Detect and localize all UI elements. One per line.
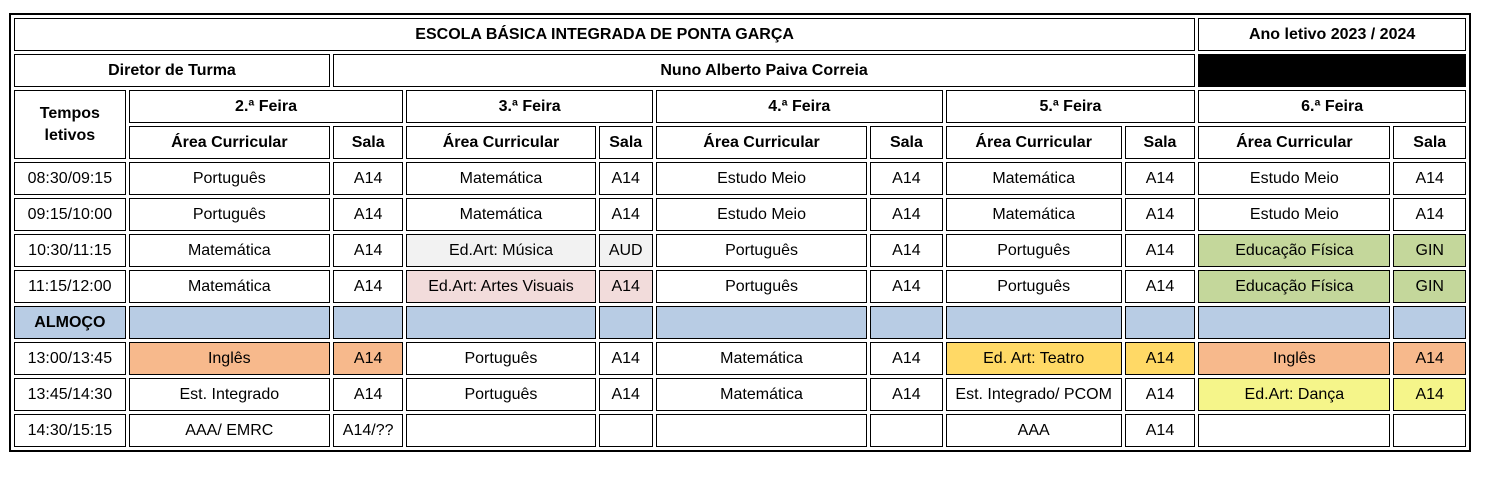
lunch-cell [1198,306,1390,339]
room-cell: A14 [333,378,403,411]
subject-cell: AAA [946,414,1122,447]
time-slot: 11:15/12:00 [14,270,126,303]
lunch-cell [129,306,330,339]
day-header: 5.ª Feira [946,90,1196,123]
schedule-row [14,234,1466,267]
room-cell: A14 [1393,198,1466,231]
sala-header: Sala [333,126,403,159]
subject-cell: Estudo Meio [656,198,867,231]
director-row [14,54,1466,87]
day-header-row [14,90,1466,123]
room-cell [599,414,653,447]
school-name: ESCOLA BÁSICA INTEGRADA DE PONTA GARÇA [14,18,1195,51]
subject-cell: Ed.Art: Dança [1198,378,1390,411]
sala-header: Sala [870,126,942,159]
subject-cell: Inglês [129,342,330,375]
room-cell: GIN [1393,270,1466,303]
room-cell: A14 [1125,414,1196,447]
schedule-row [14,378,1466,411]
subject-cell: Estudo Meio [656,162,867,195]
lunch-label: ALMOÇO [14,306,126,339]
room-cell: A14 [333,342,403,375]
room-cell: A14 [870,342,942,375]
subject-cell: Português [946,234,1122,267]
subject-cell: Português [129,162,330,195]
room-cell: A14 [870,198,942,231]
subject-cell: Português [406,378,595,411]
area-header: Área Curricular [406,126,595,159]
lunch-cell [599,306,653,339]
area-header: Área Curricular [1198,126,1390,159]
sala-header: Sala [599,126,653,159]
subject-cell: Matemática [946,198,1122,231]
subject-cell: Matemática [946,162,1122,195]
schedule-row [14,270,1466,303]
subject-cell: Ed.Art: Música [406,234,595,267]
room-cell: A14/?? [333,414,403,447]
time-slot: 13:00/13:45 [14,342,126,375]
room-cell: A14 [599,342,653,375]
room-cell: A14 [1125,378,1196,411]
time-slot: 08:30/09:15 [14,162,126,195]
time-slot: 14:30/15:15 [14,414,126,447]
subject-cell: Ed.Art: Artes Visuais [406,270,595,303]
room-cell: A14 [870,378,942,411]
room-cell: A14 [870,234,942,267]
room-cell: A14 [599,378,653,411]
subject-cell: Português [946,270,1122,303]
lunch-cell [1125,306,1196,339]
room-cell: A14 [599,162,653,195]
class-code: 2A [1198,54,1466,87]
room-cell: A14 [1393,162,1466,195]
time-slot: 10:30/11:15 [14,234,126,267]
room-cell: A14 [1125,342,1196,375]
sala-header: Sala [1393,126,1466,159]
subject-cell [406,414,595,447]
area-header: Área Curricular [946,126,1122,159]
director-name: Nuno Alberto Paiva Correia [333,54,1195,87]
timetable [11,15,1469,450]
room-cell: GIN [1393,234,1466,267]
subject-cell: Est. Integrado/ PCOM [946,378,1122,411]
lunch-cell [870,306,942,339]
schedule-row [14,162,1466,195]
subject-cell: Inglês [1198,342,1390,375]
subject-cell: Matemática [406,198,595,231]
time-slot: 09:15/10:00 [14,198,126,231]
area-header: Área Curricular [656,126,867,159]
day-header: 2.ª Feira [129,90,404,123]
subject-cell: Matemática [656,378,867,411]
room-cell: A14 [870,270,942,303]
subject-cell: AAA/ EMRC [129,414,330,447]
schedule-row [14,198,1466,231]
room-cell: A14 [333,234,403,267]
room-cell: A14 [1125,198,1196,231]
lunch-row [14,306,1466,339]
room-cell: A14 [333,270,403,303]
room-cell [870,414,942,447]
lunch-cell [406,306,595,339]
subject-cell: Português [129,198,330,231]
room-cell: A14 [599,270,653,303]
lunch-cell [1393,306,1466,339]
subject-cell: Português [656,234,867,267]
subject-cell [656,414,867,447]
subject-cell: Matemática [656,342,867,375]
lunch-cell [656,306,867,339]
day-header: 6.ª Feira [1198,90,1466,123]
room-cell: A14 [333,162,403,195]
school-year: Ano letivo 2023 / 2024 [1198,18,1466,51]
room-cell: A14 [1125,234,1196,267]
subheader-row [14,126,1466,159]
room-cell: A14 [599,198,653,231]
room-cell [1393,414,1466,447]
lunch-cell [333,306,403,339]
room-cell: A14 [333,198,403,231]
room-cell: A14 [870,162,942,195]
subject-cell: Português [406,342,595,375]
room-cell: AUD [599,234,653,267]
timetable-body [14,18,1466,447]
time-slot: 13:45/14:30 [14,378,126,411]
tempos-letivos-header: Tempos letivos [14,90,126,159]
subject-cell: Matemática [129,234,330,267]
sala-header: Sala [1125,126,1196,159]
subject-cell: Português [656,270,867,303]
subject-cell: Matemática [406,162,595,195]
day-header: 3.ª Feira [406,90,653,123]
title-row [14,18,1466,51]
subject-cell: Estudo Meio [1198,198,1390,231]
room-cell: A14 [1393,378,1466,411]
day-header: 4.ª Feira [656,90,943,123]
subject-cell: Ed. Art: Teatro [946,342,1122,375]
lunch-cell [946,306,1122,339]
area-header: Área Curricular [129,126,330,159]
subject-cell: Educação Física [1198,234,1390,267]
subject-cell: Est. Integrado [129,378,330,411]
schedule-row [14,414,1466,447]
director-label: Diretor de Turma [14,54,330,87]
room-cell: A14 [1125,270,1196,303]
schedule-row [14,342,1466,375]
subject-cell: Educação Física [1198,270,1390,303]
room-cell: A14 [1125,162,1196,195]
subject-cell: Estudo Meio [1198,162,1390,195]
room-cell: A14 [1393,342,1466,375]
subject-cell: Matemática [129,270,330,303]
subject-cell [1198,414,1390,447]
timetable-sheet [9,13,1471,452]
